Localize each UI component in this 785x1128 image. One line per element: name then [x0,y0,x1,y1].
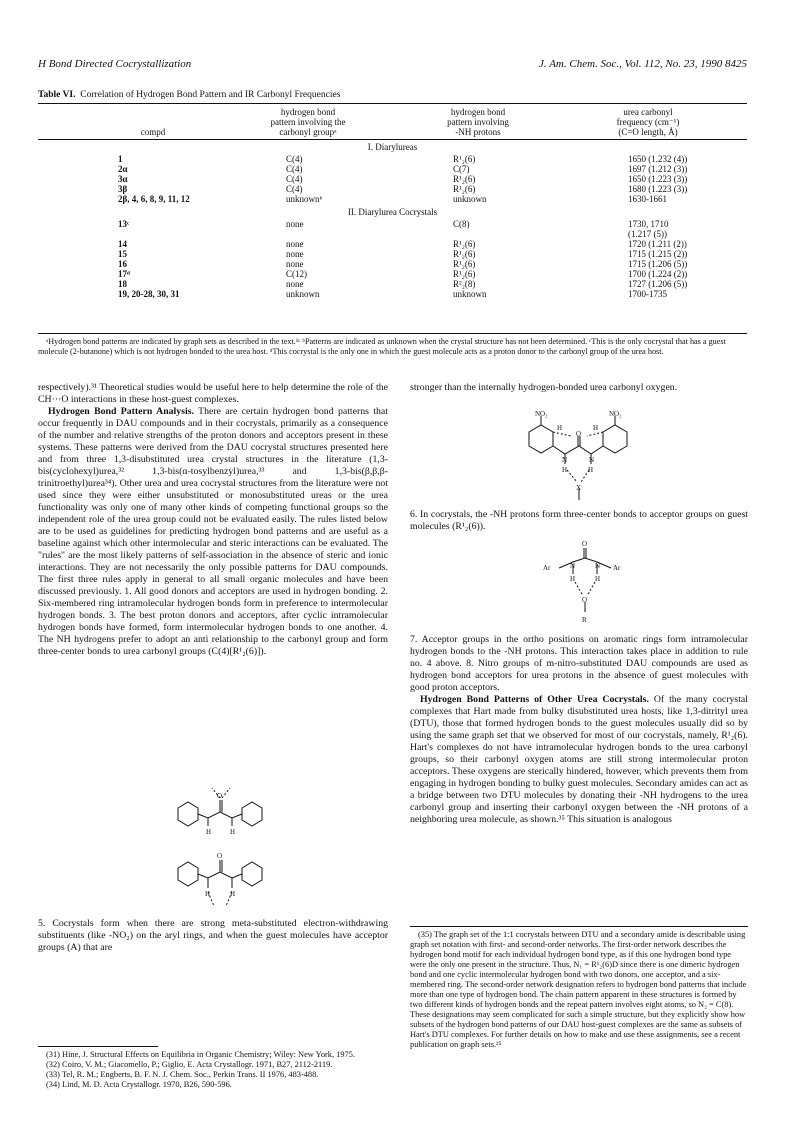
atom-label: Ar [543,564,551,572]
right-references [410,930,748,1050]
table-cell: 1730, 1710 [628,219,669,229]
table-row [38,229,747,239]
table-row [38,174,747,184]
atom-label: H [562,466,568,474]
table-cell: 1700 (1.224 (2)) [628,269,688,279]
table-title: Correlation of Hydrogen Bond Pattern and IR Carbonyl Frequencies [80,90,341,100]
table-header-cell: compd [140,127,166,137]
table-cell: R¹₂(6) [453,174,476,184]
running-header [38,58,747,74]
table-row [38,164,747,174]
table-cell: 1650 (1.232 (4)) [628,154,688,164]
table-section-title: I. Diarylureas [367,142,418,152]
reference: (33) Tel, R. M.; Engberts, B. F. N. J. Chem. Soc., Perkin Trans. II 1976, 483-488. [46,1070,319,1079]
atom-label: O [217,852,223,860]
table-caption [38,90,340,100]
atom-label: H [588,466,594,474]
atom-label: H [205,890,211,898]
table-row [38,259,747,269]
reference: (34) Lind, M. D. Acta Crystallogr. 1970, B26, 590-596. [46,1080,232,1089]
table-cell: C(4) [286,154,303,164]
atom-label: H [595,575,601,583]
table-row [38,269,747,279]
table-cell: 2β, 4, 6, 8, 9, 11, 12 [118,194,190,204]
table-row [38,184,747,194]
table-cell: R²₂(8) [453,279,476,289]
table-cell: R¹₂(6) [453,154,476,164]
table-cell: none [286,239,304,249]
table-cell: 2α [118,164,128,174]
atom-label: O [217,792,223,800]
table-header-cell: carbonyl groupᵃ [279,127,337,137]
table-section-title: II. Diarylurea Cocrystals [347,207,438,217]
table-row [38,219,747,229]
left-references [38,1050,388,1090]
atom-label: O [582,596,588,604]
table-cell: C(8) [453,219,470,229]
right-paragraph-8-body: Of the many cocrystal complexes that Hart made from bulky disubstituted urea hosts, like 1,3-ditrityl urea (DTU), those that formed hydrogen bonds to the guest molecules usually did so by using the same graph set that we observed for most of our cocrystals, namely, R¹₂(6). Hart's complexes do not have intramolecular hydrogen bonds to the urea carbonyl groups, so their carbonyl oxygen atoms are still strong intermolecular proton acceptors. These oxygens are sterically hindered, however, which prevents them from engaging in hydrogen bonding to bulky guest molecules. Secondary amides can act as a bridge between two DTU molecules by donating their -NH hydrogens to the urea carbonyl group and inserting their carbonyl oxygen between the -NH protons of a neighboring urea molecule, as shown.³⁵ This situation is analogous [410,694,748,825]
structure-diagram-rule5 [515,410,645,502]
table-row [38,239,747,249]
table-cell: none [286,279,304,289]
right-paragraph-8 [410,694,748,826]
atom-label: H [593,424,599,432]
table-cell: none [286,249,304,259]
table-header-rule [38,139,747,140]
atom-label: N [570,562,576,570]
structure-diagram-rule6 [535,538,635,624]
table-cell: 19, 20-28, 30, 31 [118,289,180,299]
table-cell: 1650 (1.223 (3)) [628,174,688,184]
table-cell: 18 [118,279,127,289]
table-cell: unknown [453,194,487,204]
left-paragraph-1: respectively).³¹ Theoretical studies would be useful here to help determine the role of the CH···O interactions in these host-guest complexes. [38,382,388,405]
table-header-cell: urea carbonyl [623,107,673,117]
table-header-cell: (C=O length, Å) [618,127,678,137]
table-cell: 1680 (1.223 (3)) [628,184,688,194]
right-paragraph-6: 6. In cocrystals, the -NH protons form three-center bonds to acceptor groups on guest molecules (R¹₂(6)). [410,509,748,532]
table-cell: 3α [118,174,128,184]
table-cell: 16 [118,259,127,269]
right-paragraph-7: 7. Acceptor groups in the ortho positions on aromatic rings form intramolecular hydrogen bonds to the -NH protons. This interaction takes place in addition to rule no. 4 above. 8. Nitro groups of m-nitro-substituted DAU compounds are used as hydrogen bond acceptors for urea protons in the absence of guest molecules with good proton acceptors. [410,634,748,693]
table-body [38,140,747,302]
atom-label: NO₂ [609,410,622,418]
atom-label: N [595,562,601,570]
header-title: H Bond Directed Cocrystallization [38,58,192,70]
left-paragraph-5: 5. Cocrystals form when there are strong meta-substituted electron-withdrawing substituents (like -NO₂) on the aryl rings, and when the guest molecules have acceptor groups (A) that are [38,918,388,953]
table-header-cell: frequency (cm⁻¹) [616,117,680,127]
table-top-rule [38,103,747,104]
atom-label: N [562,456,568,464]
left-column [38,382,388,658]
table-cell: C(7) [453,164,470,174]
table-bottom-rule [38,333,747,334]
table-cell: C(4) [286,184,303,194]
table-header-cell: -NH protons [455,127,501,137]
table-cell: 1697 (1.212 (3)) [628,164,688,174]
table-cell: (1.217 (5)) [628,229,667,239]
reference: (35) The graph set of the 1:1 cocrystals between DTU and a secondary amide is describable using graph set notation with first- and second-order networks. The first-order network describes the hydrogen bond motif for each individual hydrogen bond type, as if this one hydrogen bond type were the only one present in the structure. Thus, N₁ = R¹₂(6)D since there is one dimeric hydrogen bond and one cyclic intermolecular hydrogen bond with two donors, one acceptor, and a six-membered ring. The second-order network designation refers to hydrogen bond patterns that include more than one type of hydrogen bond. The chain pattern apparent in these structures is formed by two different kinds of hydrogen bonds and the repeat pattern involves eight atoms, so N₂ = C(8). These designations may seem complicated for such a simple structure, but they explicitly show how subsets of the hydrogen bond patterns of our DAU host-guest complexes are the same as subsets of Hart's DTU complexes. For further details on how to make and use these assignments, see a recent publication on graph sets.²⁵ [410,930,747,1049]
atom-label: NO₂ [535,410,548,418]
table-row [38,194,747,204]
table-cell: R¹₂(6) [453,249,476,259]
table-header-cell: hydrogen bond [450,107,506,117]
atom-label: R [582,616,587,624]
table-cell: none [286,219,304,229]
atom-label: O [582,540,588,548]
table-cell: 1700-1735 [628,289,667,299]
table-cell: 1727 (1.206 (5)) [628,279,688,289]
structure-diagram-rule4 [160,786,280,910]
table-cell: unknown [453,289,487,299]
table-cell: 1 [118,154,123,164]
table-cell: 1630-1661 [628,194,667,204]
table-row [38,249,747,259]
atom-label: H [557,424,563,432]
table-cell: C(4) [286,164,303,174]
atom-label: H [230,890,236,898]
table-row [38,289,747,299]
rule-5-paragraph [38,918,388,954]
section-heading-pattern-analysis: Hydrogen Bond Pattern Analysis. [48,406,194,417]
table-cell: 1720 (1.211 (2)) [628,239,687,249]
table-cell: C(12) [286,269,307,279]
table-cell: R¹₂(6) [453,239,476,249]
table-label: Table VI. [38,90,76,100]
right-paragraph-1: stronger than the internally hydrogen-bonded urea carbonyl oxygen. [410,382,678,393]
table-cell: unknownᵇ [286,194,323,204]
right-column [410,382,748,394]
table-header [38,105,747,139]
left-paragraph-2 [38,406,388,658]
atom-label: X [576,484,582,492]
table-footnote: ᵃHydrogen bond patterns are indicated by graph sets as described in the text.¹ᶜ ᵇPatterns are indicated as unknown when the crystal structure has not been determined. ᶜThis is the only cocrystal that has a guest molecule (2-butanone) which is not hydrogen bonded to the urea host. ᵈThis cocrystal is the only one in which the guest molecule acts as a proton donor to the carbonyl group of the urea host. [38,337,726,356]
table-cell: 1715 (1.215 (2)) [628,249,688,259]
atom-label: H [230,828,236,836]
table-header-cell: hydrogen bond [280,107,336,117]
header-journal: J. Am. Chem. Soc., Vol. 112, No. 23, 1990 8425 [539,58,747,70]
atom-label: N [589,456,595,464]
table-cell: unknown [286,289,320,299]
section-heading-other-urea: Hydrogen Bond Patterns of Other Urea Cocrystals. [420,694,649,705]
table-cell: 14 [118,239,127,249]
table-cell: R¹₂(6) [453,184,476,194]
table-cell: 3β [118,184,128,194]
table-row [38,279,747,289]
table-cell: R¹₂(6) [453,269,476,279]
table-header-cell: pattern involving the [270,117,346,127]
table-cell: R¹₂(6) [453,259,476,269]
atom-label: Ar [613,564,621,572]
table-cell: C(4) [286,174,303,184]
table [38,105,747,302]
table-header-cell: pattern involving [447,117,509,127]
atom-label: O [576,430,582,438]
table-cell: none [286,259,304,269]
table-cell: 13ᶜ [118,219,130,229]
rule-6-paragraph [410,509,748,533]
table-cell: 17ᵈ [118,269,130,279]
footnote-rule-left [38,1046,158,1047]
right-body [410,634,748,826]
table-row [38,154,747,164]
left-paragraph-2-body: There are certain hydrogen bond patterns that occur frequently in DAU compounds and in their cocrystals, primarily as a consequence of the number and relative strengths of the proton donors and acceptors present in these systems. These patterns were derived from the DAU cocrystal structures presented here and from three 1,3-disubstituted urea crystal structures in the literature (1,3-bis(cyclohexyl)urea,³² 1,3-bis(α-tosylbenzyl)urea,³³ and 1,3-bis(β,β,β-trinitroethyl)urea³⁴). Other urea and urea cocrystal structures from the literature were not used since they were either unsubstituted or monosubstituted ureas or the urea functionality was only one of many other kinds of competing functional groups so the independent role of the urea group could not be evaluated easily. The rules listed below are to be used as guidelines for predicting hydrogen bond patterns and are useful as a baseline against which other intermolecular and steric interactions can be evaluated. The "rules" are the most likely patterns of self-association in the absence of steric and ionic interactions. They are not necessarily the only possible patterns for DAU compounds. The first three rules apply in general to all small organic molecules and have been discussed previously. 1. All good donors and acceptors are used in hydrogen bonding. 2. Six-membered ring intramolecular hydrogen bonds form in preference to intermolecular hydrogen bonds. 3. The best proton donors and acceptors, after cyclic intramolecular hydrogen bonds have formed, form intermolecular hydrogen bonds to one another. 4. The NH hydrogens prefer to adopt an anti relationship to the carbonyl group and form three-center bonds to urea carbonyl groups (C(4)[R¹₂(6)]). [38,406,388,657]
table-cell: 1715 (1.206 (5)) [628,259,688,269]
table-cell: 15 [118,249,127,259]
reference: (31) Hine, J. Structural Effects on Equilibria in Organic Chemistry; Wiley: New York, 1975. [46,1050,356,1059]
atom-label: H [206,828,212,836]
reference: (32) Coiro, V. M.; Giacomello, P.; Giglio, E. Acta Crystallogr. 1971, B27, 2112-2119. [46,1060,333,1069]
atom-label: H [570,575,576,583]
footnote-rule-right [410,926,748,927]
